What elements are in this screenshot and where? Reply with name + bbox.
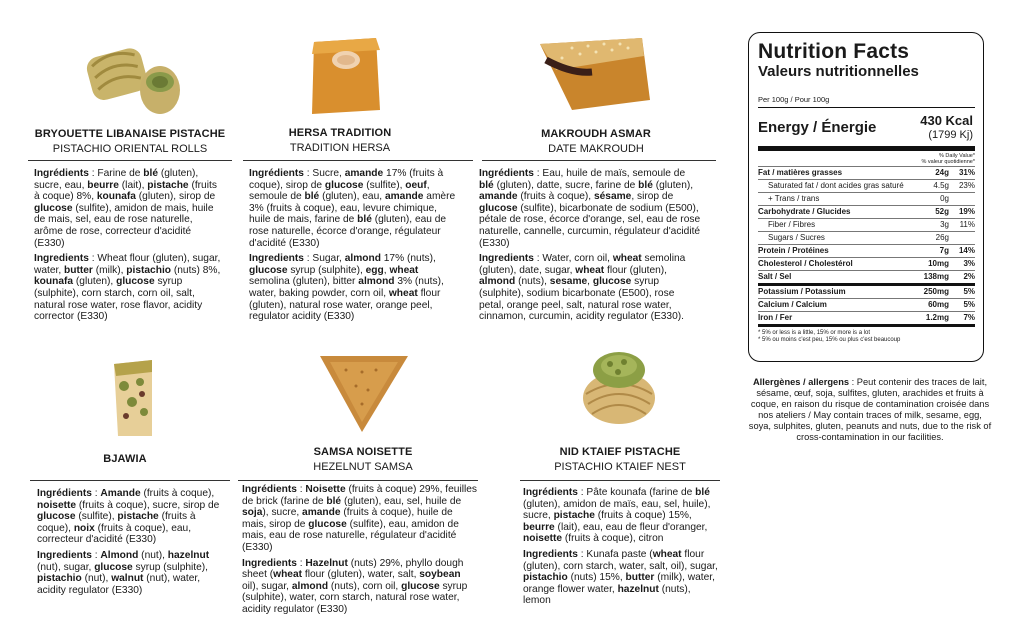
- nutrient-dv: 23%: [958, 181, 975, 190]
- energy-row: [758, 114, 975, 142]
- ingredients-fr: Ingrédients : Farine de blé (gluten), sucre, eau, beurre (lait), pistache (fruits à coque) 8%, kounafa (gluten), sirop de glucose (sulfite), amidon de mais, huile de mais, sel, eau de rose naturelle, arôme de rose, correcteur d'acidité (E330): [34, 168, 217, 249]
- ingredients-en: Ingredients : Sugar, almond 17% (nuts), glucose syrup (sulphite), egg, wheat semolina (gluten), bitter almond 3% (nuts), water, baking powder, corn oil, wheat flour (gluten), natural rose water, orange peel, regulator acidity (E330): [249, 253, 444, 323]
- nutrient-name: + Trans / trans: [768, 194, 820, 203]
- nutrient-dv: 5%: [963, 300, 975, 309]
- serving-size: Per 100g / Pour 100g: [758, 95, 830, 104]
- nutrient-amount: 3g: [940, 220, 949, 229]
- ingredients-block: [479, 168, 701, 327]
- ingredients-fr: Ingrédients : Sucre, amande 17% (fruits à coque), sirop de glucose (sulfite), oeuf, semoule de blé (gluten), eau, amande amère 3% (fruits à coque), eau, levure chimique, huile de mais, farine de blé (gluten), eau de rose naturelle, écorce d'orange, régulateur d'acidité (E330): [249, 168, 456, 249]
- energy-value: [920, 114, 973, 142]
- energy-label: Energy / Énergie: [758, 119, 877, 136]
- nutrient-amount: 0g: [940, 194, 949, 203]
- nutrient-amount: 1.2mg: [925, 313, 949, 322]
- nutrient-row: [758, 270, 975, 283]
- daily-value-header: [758, 153, 975, 165]
- nutrient-row: [758, 218, 975, 231]
- product-subtitle: PISTACHIO ORIENTAL ROLLS: [52, 143, 208, 155]
- hersa-photo: [304, 20, 386, 120]
- nutrient-dv: 5%: [963, 287, 975, 296]
- product-name: HERSA TRADITION: [288, 127, 392, 139]
- samsa-photo: [316, 350, 412, 436]
- dv-header-fr: % valeur quotidienne*: [921, 159, 975, 165]
- nutrient-dv: 11%: [959, 220, 975, 229]
- product-subtitle: DATE MAKROUDH: [548, 143, 644, 155]
- nutrient-rows: [758, 166, 975, 324]
- thick-divider: [758, 146, 975, 151]
- nutrient-row: [758, 179, 975, 192]
- product-name: MAKROUDH ASMAR: [541, 128, 651, 140]
- nutrient-amount: 4.5g: [933, 181, 949, 190]
- nutrient-row: [758, 205, 975, 218]
- nutrient-row: [758, 166, 975, 179]
- ingredients-block: [249, 168, 461, 327]
- ingredients-en: Ingredients : Hazelnut (nuts) 29%, phyllo dough sheet (wheat flour (gluten), water, salt, soybean oil), sugar, almond (nuts), corn oil, glucose syrup (sulphite), water, corn starch, natural rose water, acidity regulator (E330): [242, 557, 468, 615]
- nutrient-row: [758, 257, 975, 270]
- nutrient-name: Fiber / Fibres: [768, 220, 816, 229]
- product-subtitle: HEZELNUT SAMSA: [313, 461, 413, 473]
- product-name: NID KTAIEF PISTACHE: [559, 446, 681, 458]
- nutrient-amount: 7g: [939, 246, 949, 255]
- dv-header-en: % Daily Value*: [939, 153, 975, 159]
- nutrient-amount: 138mg: [923, 272, 949, 281]
- nutrient-amount: 10mg: [928, 259, 949, 268]
- nutrient-name: Potassium / Potassium: [758, 287, 846, 296]
- divider: [30, 480, 230, 481]
- nutrient-name: Protein / Protéines: [758, 246, 829, 255]
- footnote-en: * 5% or less is a little, 15% or more is a lot: [758, 330, 871, 336]
- nutrient-dv: 3%: [963, 259, 975, 268]
- divider: [482, 160, 716, 161]
- nutrition-title-fr: Valeurs nutritionnelles: [758, 63, 919, 80]
- nutrient-dv: 7%: [963, 313, 975, 322]
- nutrient-dv: 19%: [958, 207, 975, 216]
- nutrient-name: Fat / matières grasses: [758, 168, 843, 177]
- divider: [28, 160, 232, 161]
- ingredients-en: Ingredients : Wheat flour (gluten), sugar, water, butter (milk), pistachio (nuts) 8%, kounafa (gluten), glucose syrup (sulphite), corn starch, corn oil, salt, natural rose water, rose flavor, acidity corrector (E330): [34, 253, 221, 323]
- ingredients-fr: Ingrédients : Pâte kounafa (farine de blé (gluten), amidon de maïs, eau, sel, huile), sucre, pistache (fruits à coque) 15%, beurre (lait), eau, eau de fleur d'oranger, noisette (fruits à coque), citron: [523, 487, 711, 545]
- product-subtitle: TRADITION HERSA: [289, 142, 391, 154]
- bjawia-photo: [112, 356, 154, 440]
- nutrition-title: Nutrition Facts: [758, 40, 910, 63]
- nutrient-row: [758, 298, 975, 311]
- bryouette-photo: [78, 40, 190, 118]
- divider: [238, 480, 478, 481]
- nutrient-amount: 60mg: [928, 300, 949, 309]
- nutrition-facts-panel: [748, 32, 984, 362]
- nutrient-row: [758, 244, 975, 257]
- makroudh-photo: [532, 30, 656, 114]
- product-name: BRYOUETTE LIBANAISE PISTACHE: [34, 128, 226, 140]
- footnote-fr: * 5% ou moins c'est peu, 15% ou plus c'est beaucoup: [758, 337, 901, 343]
- nutrient-name: Sugars / Sucres: [768, 233, 825, 242]
- ingredients-block: [523, 487, 719, 611]
- ingredients-fr: Ingrédients : Noisette (fruits à coque) 29%, feuilles de brick (farine de blé (gluten), eau, sel, huile de soja), sucre, amande (fruits à coque), huile de mais, sirop de glucose (sulfite), eau, amidon de mais, eau de rose naturelle, régulateur d'acidité (E330): [242, 484, 477, 553]
- nutrient-name: Iron / Fer: [758, 313, 793, 322]
- divider: [758, 107, 975, 108]
- nutrient-row: [758, 311, 975, 324]
- energy-kcal: 430 Kcal: [920, 113, 973, 128]
- nutrient-name: Cholesterol / Cholestérol: [758, 259, 853, 268]
- nutrient-row: [758, 283, 975, 298]
- ingredients-block: [242, 484, 478, 620]
- ingredients-fr: Ingrédients : Eau, huile de maïs, semoule de blé (gluten), datte, sucre, farine de blé (gluten), amande (fruits à coque), sésame, sirop de glucose (sulfite), bicarbonate de sodium (E500), pétale de rose, écorce d'orange, sel, eau de rose naturelle, cannelle, curcumin, régulateur d'acidité (E330): [479, 168, 701, 249]
- ingredients-en: Ingredients : Almond (nut), hazelnut (nut), sugar, glucose syrup (sulphite), pistachio (nut), walnut (nut), water, acidity regulator (E330): [37, 549, 210, 596]
- nutrient-dv: 2%: [963, 272, 975, 281]
- ingredients-en: Ingredients : Kunafa paste (wheat flour (gluten), corn starch, water, salt, oil), sugar, pistachio (nuts) 15%, butter (milk), water, orange flower water, hazelnut (nuts), lemon: [523, 548, 718, 607]
- product-name: SAMSA NOISETTE: [313, 446, 413, 458]
- ingredients-en: Ingredients : Water, corn oil, wheat semolina (gluten), date, sugar, wheat flour (gluten), almond (nuts), sesame, glucose syrup (sulphite), sodium bicarbonate (E500), rose petal, orange peel, salt, natural rose water, cinnamon, curcumin, acidity regulator (E330).: [479, 253, 686, 323]
- ingredients-block: [34, 168, 224, 327]
- nutrition-footnote: [758, 324, 975, 344]
- nutrient-dv: 31%: [958, 168, 975, 177]
- divider: [520, 480, 720, 481]
- ingredients-block: [37, 488, 223, 600]
- nutrient-amount: 250mg: [923, 287, 949, 296]
- nutrient-dv: 14%: [958, 246, 975, 255]
- allergens-statement: Allergènes / allergens : Peut contenir des traces de lait, sésame, œuf, soja, sulfites, gluten, arachides et fruits à coque, en raison du risque de contamination croisée dans nos ateliers / May contain traces of milk, sesame, egg, soya, sulphites, gluten, peanuts and nuts, due to the risk of cross-contamination in our facilities.: [748, 377, 992, 442]
- ingredients-fr: Ingrédients : Amande (fruits à coque), noisette (fruits à coque), sucre, sirop de glucose (sulfite), pistache (fruits à coque), noix (fruits à coque), eau, correcteur d'acidité (E330): [37, 488, 220, 546]
- nutrient-dv: [949, 193, 975, 205]
- nutrient-dv: [949, 232, 975, 244]
- nutrient-name: Calcium / Calcium: [758, 300, 827, 309]
- ktaief-photo: [576, 344, 662, 428]
- product-subtitle: PISTACHIO KTAIEF NEST: [554, 461, 686, 473]
- product-name: BJAWIA: [103, 453, 147, 465]
- nutrient-row: [758, 192, 975, 205]
- nutrient-name: Saturated fat / dont acides gras saturé: [768, 181, 904, 190]
- nutrient-amount: 26g: [935, 233, 949, 242]
- divider: [243, 160, 473, 161]
- nutrient-name: Salt / Sel: [758, 272, 792, 281]
- nutrient-amount: 24g: [935, 168, 949, 177]
- nutrient-name: Carbohydrate / Glucides: [758, 207, 851, 216]
- nutrient-row: [758, 231, 975, 244]
- energy-kj: (1799 Kj): [928, 129, 973, 141]
- nutrient-amount: 52g: [935, 207, 949, 216]
